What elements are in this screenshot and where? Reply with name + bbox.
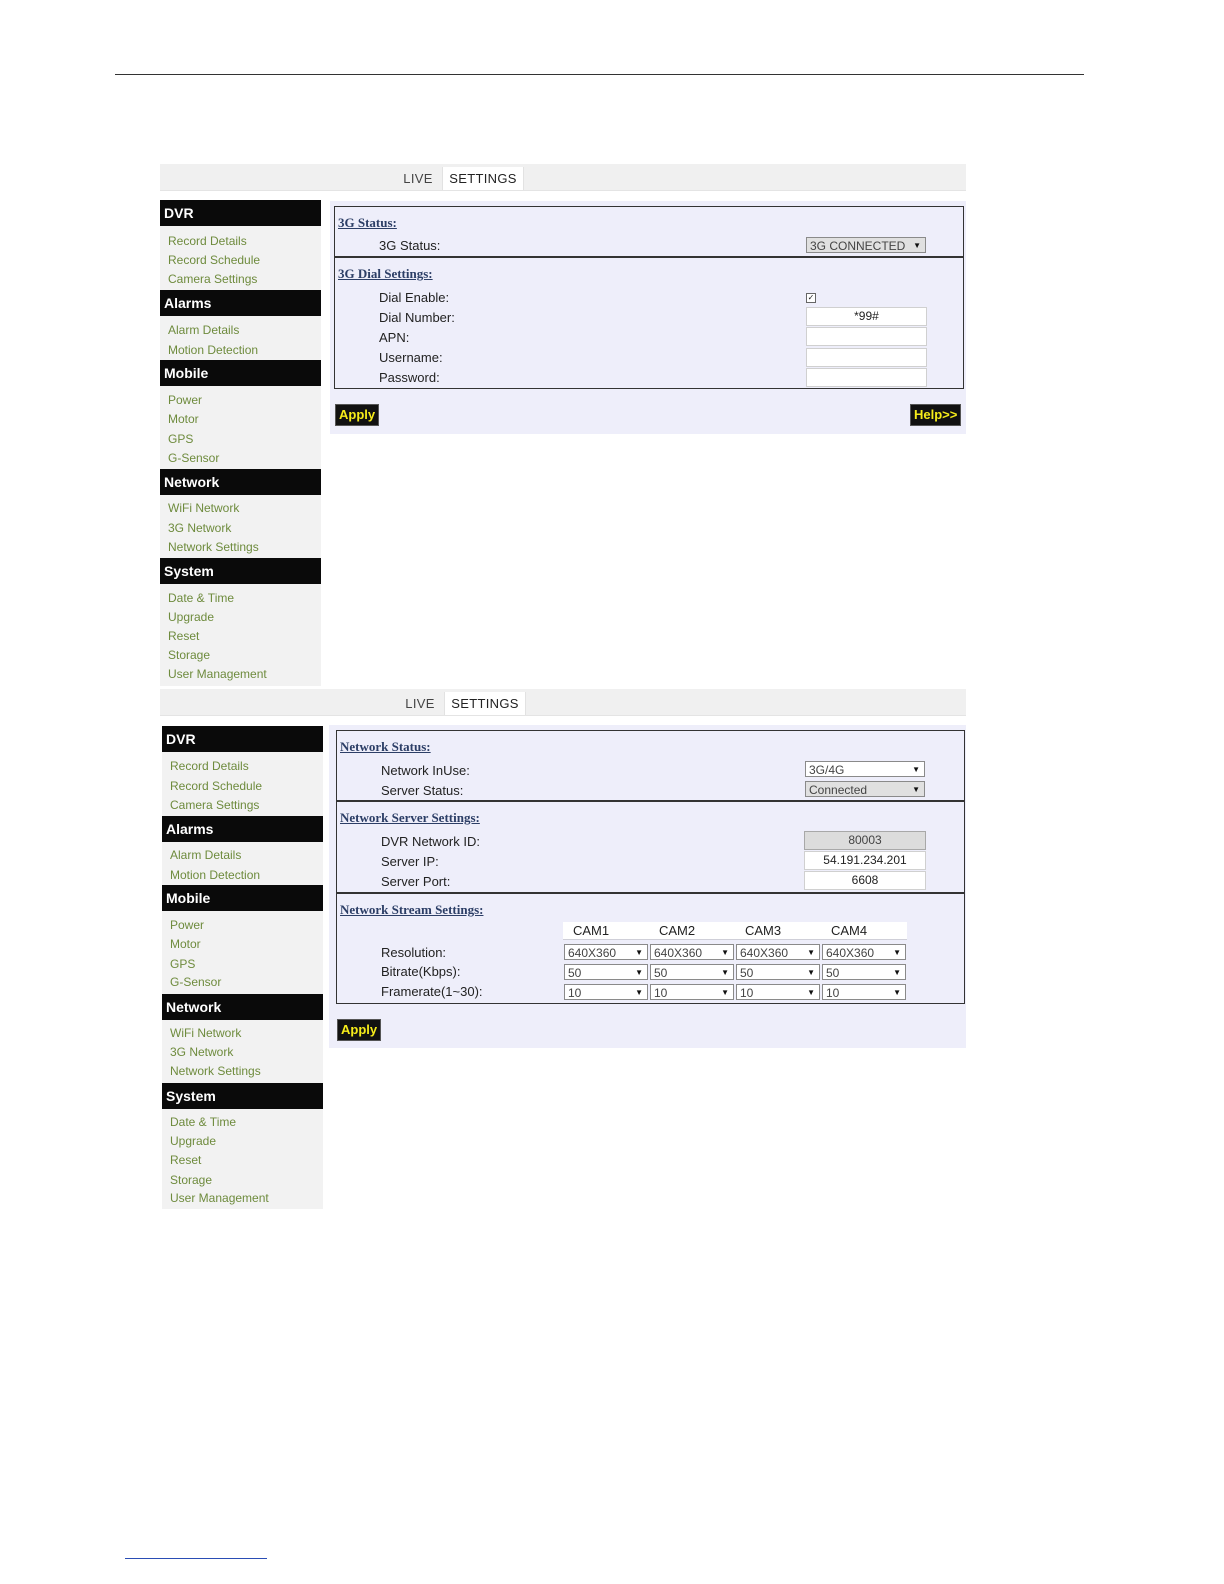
- cam2-bitrate-select[interactable]: [650, 964, 734, 980]
- chevron-down-icon: ▼: [635, 968, 643, 977]
- password-input[interactable]: [806, 368, 927, 387]
- cam4-framerate-select[interactable]: [822, 984, 906, 1000]
- cam2-header: CAM2: [649, 922, 735, 940]
- sidebar-item-gps[interactable]: GPS: [168, 432, 194, 446]
- section-title-network-server-settings: Network Server Settings:: [340, 810, 480, 825]
- cam3-header: CAM3: [735, 922, 821, 940]
- cam1-resolution-value: 640X360: [568, 946, 617, 960]
- chevron-down-icon: ▼: [807, 968, 815, 977]
- section-title-3g-status: 3G Status:: [338, 215, 397, 230]
- sidebar-item-network-settings[interactable]: Network Settings: [168, 540, 259, 554]
- footnote-rule: [125, 1558, 267, 1559]
- sidebar-item-reset[interactable]: Reset: [168, 629, 200, 643]
- label-server-port: Server Port:: [381, 874, 451, 889]
- sidebar-item-power[interactable]: Power: [168, 393, 203, 407]
- chevron-down-icon: ▼: [721, 968, 729, 977]
- label-resolution: Resolution:: [381, 945, 447, 960]
- settings-panel-network: [329, 725, 966, 1048]
- sidebar-item-alarm-details[interactable]: Alarm Details: [168, 323, 240, 337]
- dvr-network-id-field: [804, 831, 926, 850]
- tab-settings[interactable]: SETTINGS: [444, 692, 526, 715]
- label-username: Username:: [379, 350, 443, 365]
- select-server-status[interactable]: [805, 781, 925, 797]
- server-ip-input[interactable]: [804, 851, 926, 870]
- sidebar-item-motor[interactable]: Motor: [168, 412, 199, 426]
- label-dial-enable: Dial Enable:: [379, 290, 450, 305]
- section-title-network-stream-settings: Network Stream Settings:: [340, 902, 484, 917]
- chevron-down-icon: ▼: [893, 988, 901, 997]
- chevron-down-icon: ▼: [807, 988, 815, 997]
- dial-enable-checkbox[interactable]: ✓: [807, 293, 815, 302]
- sidebar-item-user-management[interactable]: User Management: [170, 1191, 269, 1205]
- select-server-status-value: Connected: [809, 783, 868, 797]
- label-dvr-network-id: DVR Network ID:: [381, 834, 480, 849]
- sidebar-item-power[interactable]: Power: [170, 918, 205, 932]
- cam4-bitrate-value: 50: [826, 966, 840, 980]
- sidebar-header-mobile: Mobile: [160, 360, 321, 386]
- cam4-resolution-select[interactable]: [822, 944, 906, 960]
- dial-number-input[interactable]: [806, 307, 927, 326]
- cam3-framerate-value: 10: [740, 986, 754, 1000]
- label-network-inuse: Network InUse:: [381, 763, 470, 778]
- section-divider: [335, 256, 963, 258]
- sidebar-item-motion-detection[interactable]: Motion Detection: [170, 868, 261, 882]
- apply-button[interactable]: Apply: [335, 404, 379, 426]
- sidebar-item-storage[interactable]: Storage: [168, 648, 211, 662]
- sidebar-item-network-settings[interactable]: Network Settings: [170, 1064, 261, 1078]
- sidebar-item-record-details[interactable]: Record Details: [170, 759, 249, 773]
- cam1-resolution-select[interactable]: [564, 944, 648, 960]
- top-tab-bar: [160, 689, 966, 716]
- sidebar-item-camera-settings[interactable]: Camera Settings: [170, 798, 260, 812]
- chevron-down-icon: ▼: [721, 988, 729, 997]
- username-input[interactable]: [806, 348, 927, 367]
- sidebar-item-record-schedule[interactable]: Record Schedule: [170, 779, 263, 793]
- cam3-bitrate-select[interactable]: [736, 964, 820, 980]
- section-title-network-status: Network Status:: [340, 739, 431, 754]
- chevron-down-icon: ▼: [721, 948, 729, 957]
- sidebar-header-alarms: Alarms: [162, 816, 323, 842]
- sidebar-menu: [160, 200, 321, 686]
- sidebar-item-user-management[interactable]: User Management: [168, 667, 267, 681]
- sidebar-header-system: System: [160, 558, 321, 584]
- page-top-rule: [115, 74, 1084, 75]
- settings-box-3g: [334, 206, 964, 389]
- sidebar-header-system: System: [162, 1083, 323, 1109]
- cam2-framerate-value: 10: [654, 986, 668, 1000]
- chevron-down-icon: ▼: [893, 948, 901, 957]
- apply-button[interactable]: Apply: [337, 1019, 381, 1041]
- sidebar-item-record-details[interactable]: Record Details: [168, 234, 247, 248]
- select-3g-status[interactable]: [806, 237, 926, 253]
- sidebar-item-motor[interactable]: Motor: [170, 937, 201, 951]
- screenshot-network-settings: [160, 689, 966, 1209]
- label-server-ip: Server IP:: [381, 854, 439, 869]
- chevron-down-icon: ▼: [635, 988, 643, 997]
- label-dial-number: Dial Number:: [379, 310, 455, 325]
- sidebar-item-storage[interactable]: Storage: [170, 1173, 213, 1187]
- apn-input[interactable]: [806, 327, 927, 346]
- sidebar-item-camera-settings[interactable]: Camera Settings: [168, 272, 258, 286]
- label-bitrate: Bitrate(Kbps):: [381, 964, 461, 979]
- chevron-down-icon: ▼: [635, 948, 643, 957]
- screenshot-3g-network: [160, 164, 966, 686]
- chevron-down-icon: ▼: [807, 948, 815, 957]
- label-3g-status: 3G Status:: [379, 238, 441, 253]
- help-button[interactable]: Help>>: [910, 404, 961, 426]
- tab-live[interactable]: LIVE: [403, 171, 433, 186]
- cam4-header: CAM4: [821, 922, 907, 940]
- settings-panel-3g: [330, 201, 966, 434]
- sidebar-item-g-sensor[interactable]: G-Sensor: [170, 975, 222, 989]
- cam2-resolution-select[interactable]: [650, 944, 734, 960]
- cam1-header: CAM1: [563, 922, 649, 940]
- sidebar-header-network: Network: [160, 469, 321, 495]
- cam4-bitrate-select[interactable]: [822, 964, 906, 980]
- sidebar-item-date-time[interactable]: Date & Time: [168, 591, 235, 605]
- cam1-framerate-value: 10: [568, 986, 582, 1000]
- sidebar-header-dvr: DVR: [162, 726, 323, 752]
- select-network-inuse[interactable]: [805, 761, 925, 777]
- section-title-3g-dial-settings: 3G Dial Settings:: [338, 266, 433, 281]
- label-server-status: Server Status:: [381, 783, 464, 798]
- sidebar-item-wifi-network[interactable]: WiFi Network: [168, 501, 240, 515]
- sidebar-header-dvr: DVR: [160, 200, 321, 226]
- sidebar-item-upgrade[interactable]: Upgrade: [168, 610, 215, 624]
- cam1-framerate-select[interactable]: [564, 984, 648, 1000]
- section-divider: [337, 800, 964, 802]
- select-3g-status-value: 3G CONNECTED: [810, 239, 906, 253]
- sidebar-item-3g-network[interactable]: 3G Network: [168, 521, 232, 535]
- chevron-down-icon: ▼: [912, 765, 920, 774]
- cam4-framerate-value: 10: [826, 986, 840, 1000]
- sidebar-item-reset[interactable]: Reset: [170, 1153, 202, 1167]
- top-tab-bar: [160, 164, 966, 191]
- section-divider: [337, 892, 964, 894]
- sidebar-header-network: Network: [162, 994, 323, 1020]
- label-framerate: Framerate(1~30):: [381, 984, 483, 999]
- settings-box-network: [336, 730, 965, 1004]
- sidebar-header-mobile: Mobile: [162, 885, 323, 911]
- cam3-resolution-value: 640X360: [740, 946, 789, 960]
- cam1-bitrate-value: 50: [568, 966, 582, 980]
- cam3-resolution-select[interactable]: [736, 944, 820, 960]
- chevron-down-icon: ▼: [893, 968, 901, 977]
- sidebar-item-motion-detection[interactable]: Motion Detection: [168, 343, 259, 357]
- label-password: Password:: [379, 370, 440, 385]
- cam4-resolution-value: 640X360: [826, 946, 875, 960]
- sidebar-item-g-sensor[interactable]: G-Sensor: [168, 451, 220, 465]
- cam3-bitrate-value: 50: [740, 966, 754, 980]
- sidebar-header-alarms: Alarms: [160, 290, 321, 316]
- cam2-resolution-value: 640X360: [654, 946, 703, 960]
- tab-live[interactable]: LIVE: [405, 696, 435, 711]
- select-network-inuse-value: 3G/4G: [809, 763, 845, 777]
- cam1-bitrate-select[interactable]: [564, 964, 648, 980]
- sidebar-item-wifi-network[interactable]: WiFi Network: [170, 1026, 242, 1040]
- cam2-bitrate-value: 50: [654, 966, 668, 980]
- cam3-framerate-select[interactable]: [736, 984, 820, 1000]
- sidebar-menu: [162, 726, 323, 1209]
- sidebar-item-alarm-details[interactable]: Alarm Details: [170, 848, 242, 862]
- sidebar-item-3g-network[interactable]: 3G Network: [170, 1045, 234, 1059]
- sidebar-item-upgrade[interactable]: Upgrade: [170, 1134, 217, 1148]
- sidebar-item-gps[interactable]: GPS: [170, 957, 196, 971]
- sidebar-item-record-schedule[interactable]: Record Schedule: [168, 253, 261, 267]
- chevron-down-icon: ▼: [913, 241, 921, 250]
- tab-settings[interactable]: SETTINGS: [442, 167, 524, 190]
- chevron-down-icon: ▼: [912, 785, 920, 794]
- cam2-framerate-select[interactable]: [650, 984, 734, 1000]
- sidebar-item-date-time[interactable]: Date & Time: [170, 1115, 237, 1129]
- server-port-input[interactable]: [804, 871, 926, 890]
- label-apn: APN:: [379, 330, 410, 345]
